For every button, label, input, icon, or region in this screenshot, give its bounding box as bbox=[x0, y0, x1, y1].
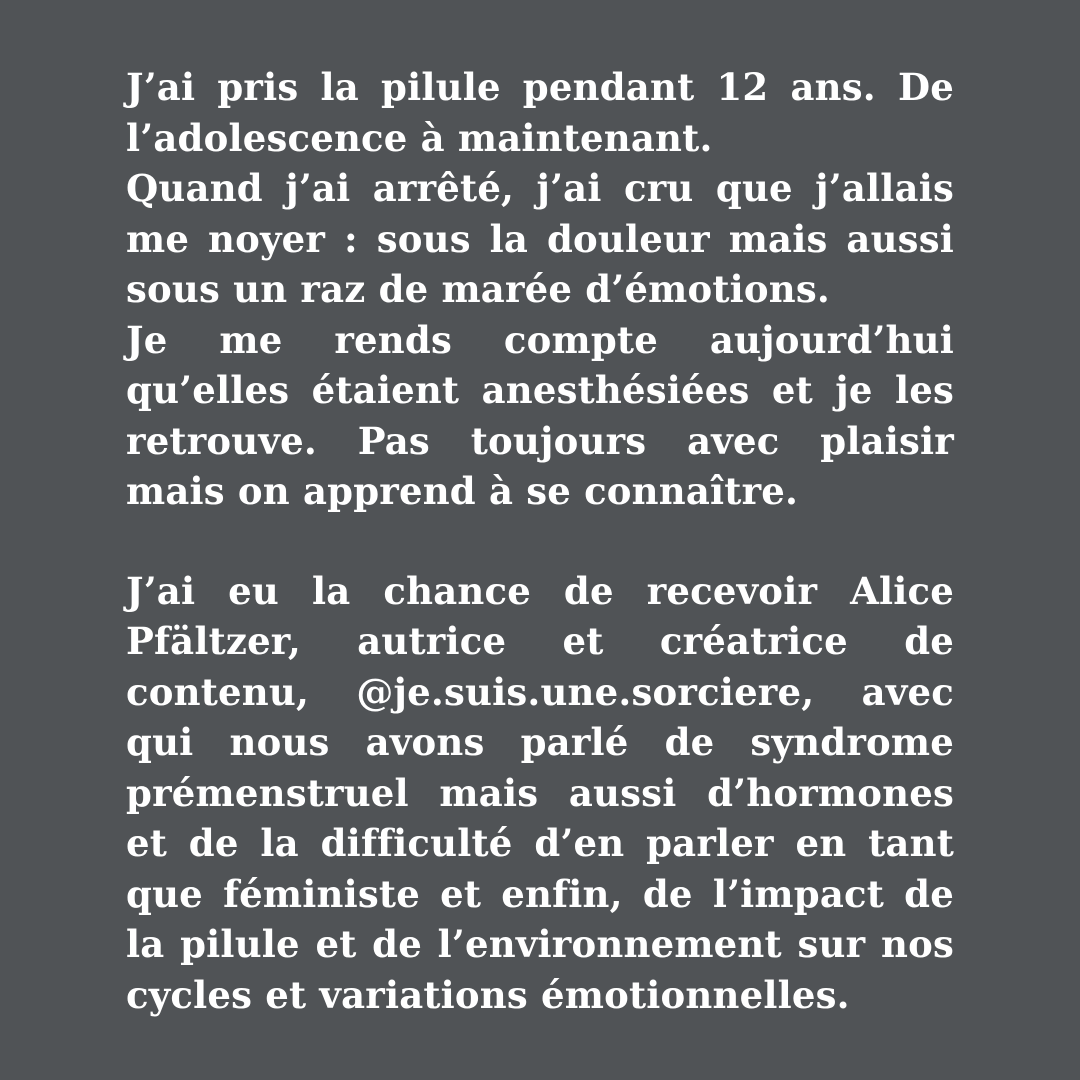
text-line-adolescence: J’ai pris la pilule pendant 12 ans. De l’adolescence à maintenant. bbox=[126, 65, 954, 160]
text-line-stopping-pill: Quand j’ai arrêté, j’ai cru que j’allais me noyer : sous la douleur mais aussi sous un raz de marée d’émotions. bbox=[126, 166, 954, 311]
text-line-emotions-anesthetized: Je me rends compte aujourd’hui qu’elles étaient anesthésiées et je les retrouve. Pas toujours avec plaisir mais on apprend à se connaître. bbox=[126, 317, 954, 513]
paragraph-guest-introduction bbox=[126, 566, 954, 1021]
paragraph-pill-experience bbox=[126, 62, 954, 517]
text-line-guest-alice: J’ai eu la chance de recevoir Alice Pfältzer, autrice et créatrice de contenu, @je.suis.une.sorciere, avec qui nous avons parlé de syndrome prémenstruel mais aussi d’hormones et de la difficulté d’en parler en tant que féministe et enfin, de l’impact de la pilule et de l’environnement sur nos cycles et variations émotionnelles. bbox=[126, 568, 954, 1017]
